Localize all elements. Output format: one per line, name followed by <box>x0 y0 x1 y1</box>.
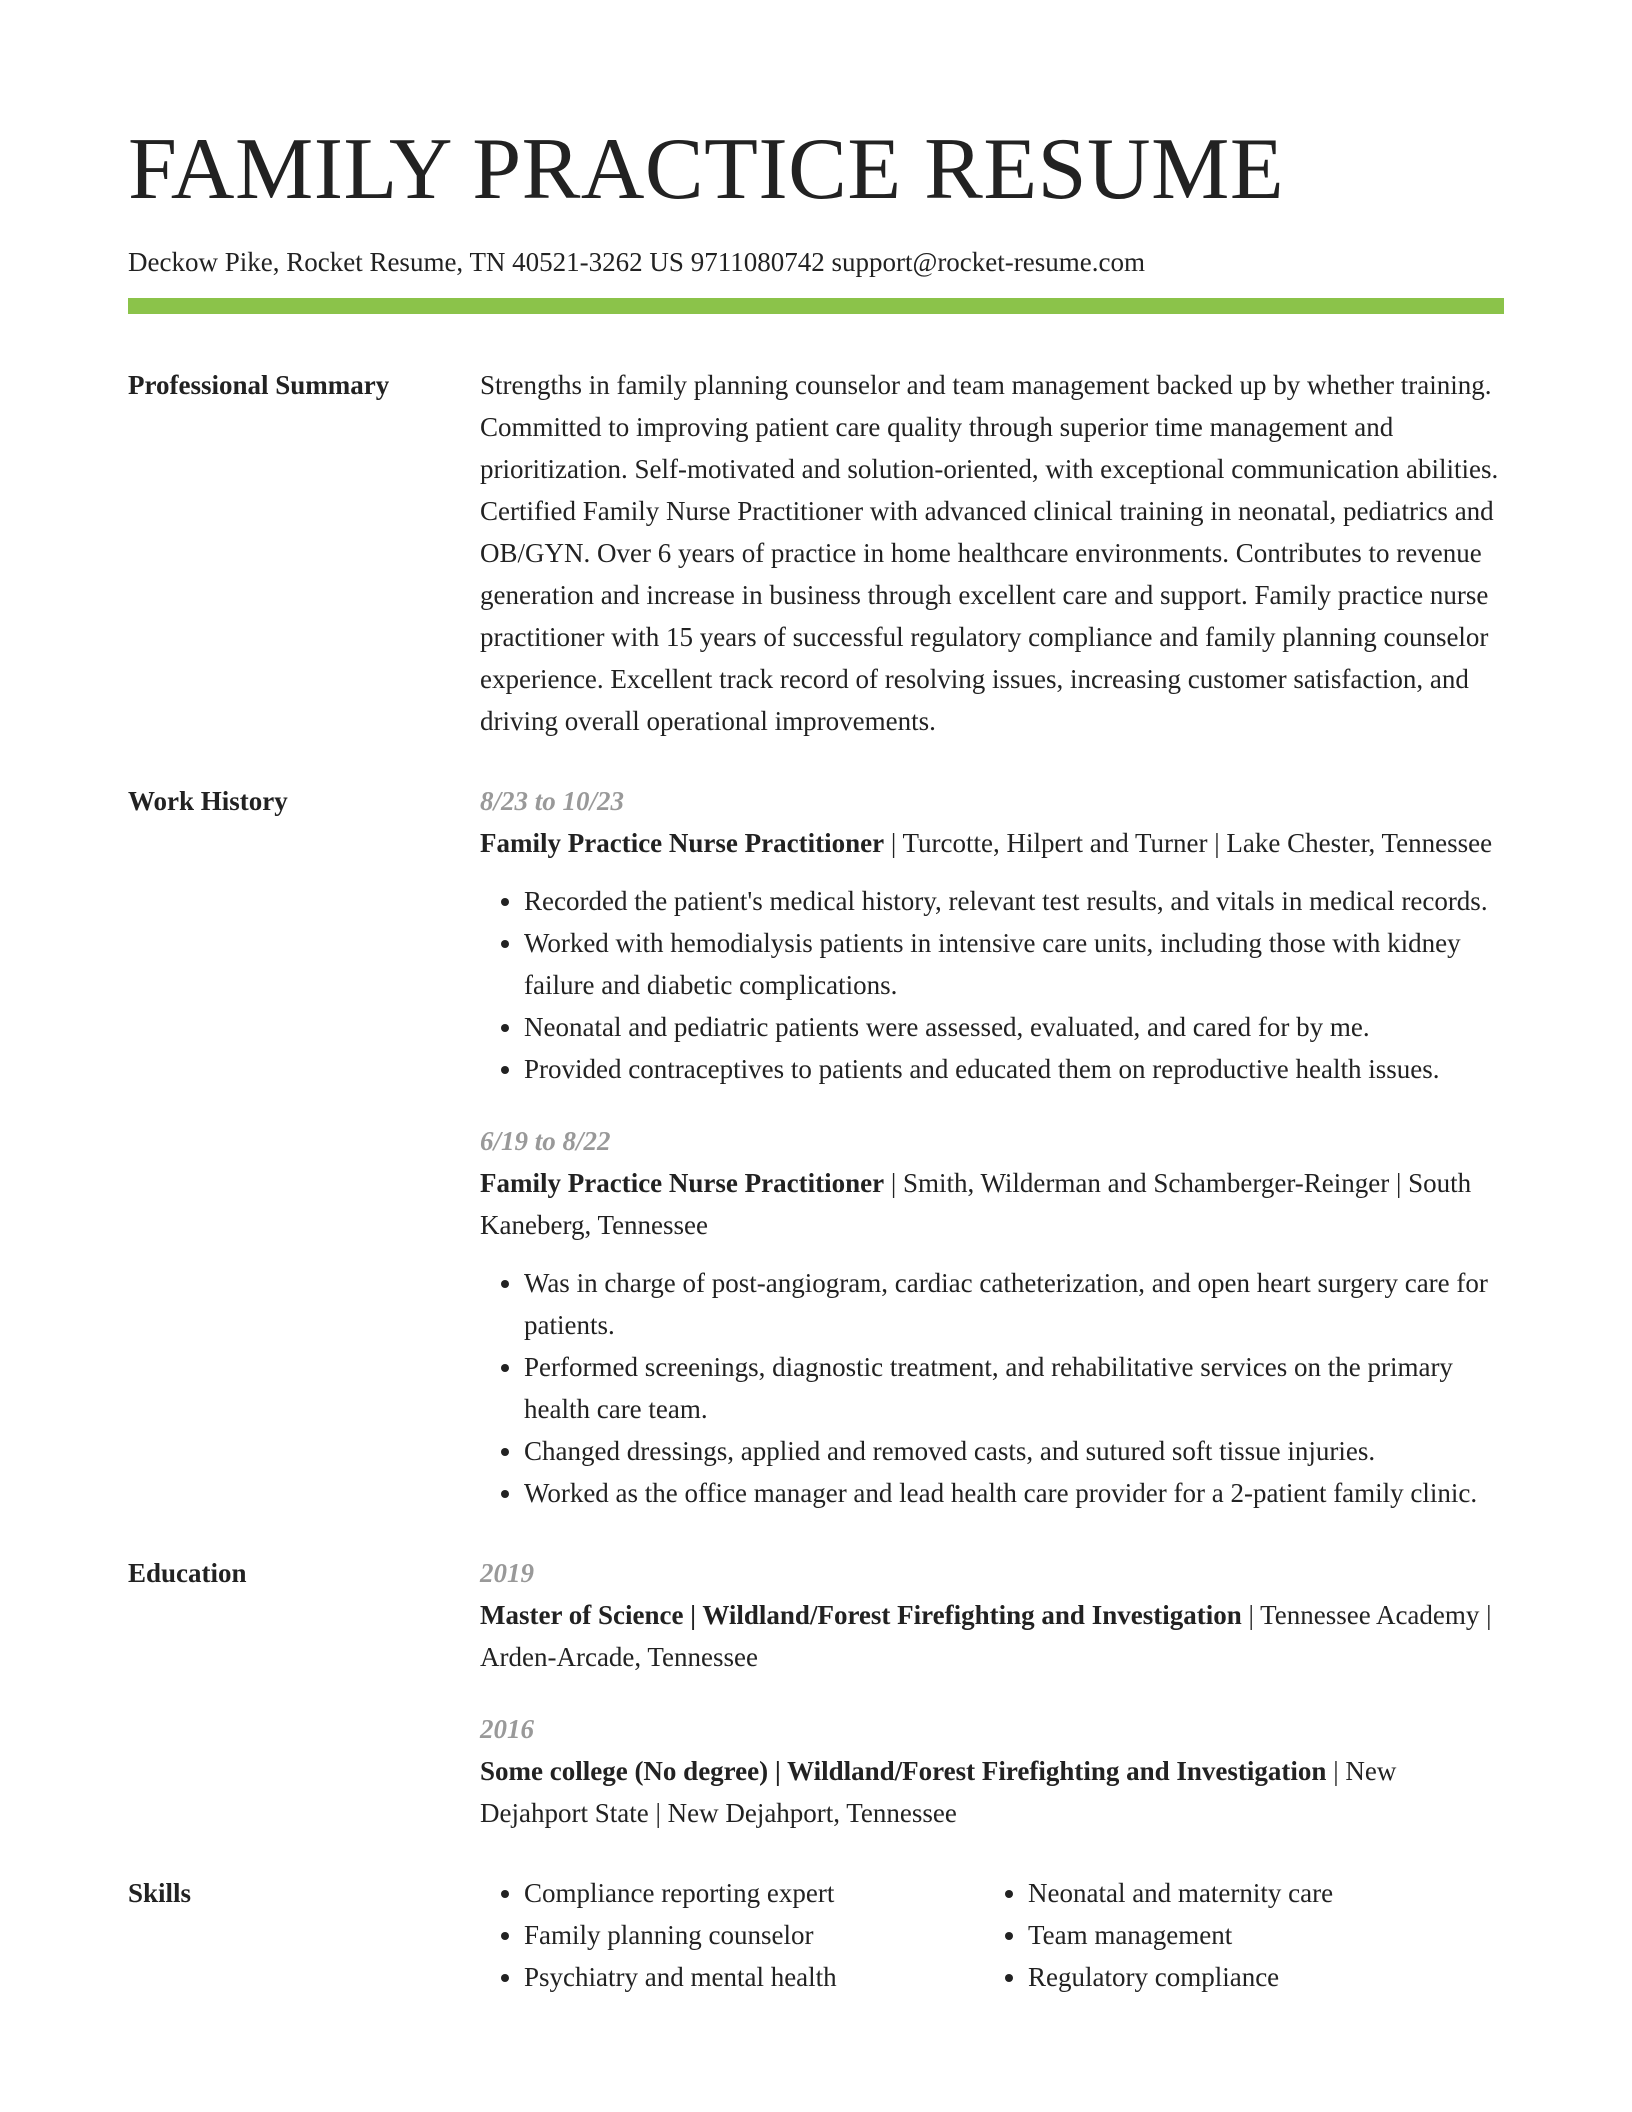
education-entry <box>480 1708 1504 1834</box>
education-section <box>128 1552 1504 1834</box>
job-bullets <box>480 880 1504 1090</box>
job-bullets <box>480 1262 1504 1514</box>
contact-line <box>128 244 1504 280</box>
education-details: | New Dejahport State | New Dejahport, Tennessee <box>480 1756 1397 1828</box>
list-item: • Worked as the office manager and lead health care provider for a 2-patient family clinic. <box>524 1472 1504 1514</box>
list-item: • Psychiatry and mental health <box>524 1956 984 1998</box>
section-label: Skills <box>128 1878 192 1908</box>
list-item: • Was in charge of post-angiogram, cardiac catheterization, and open heart surgery care for patients. <box>524 1262 1504 1346</box>
job-dates: 6/19 to 8/22 <box>480 1126 611 1156</box>
degree: Master of Science | Wildland/Forest Firefighting and Investigation <box>480 1600 1242 1630</box>
summary-text: Strengths in family planning counselor and team management backed up by whether training. Committed to improving patient care quality through superior time management and prioritization. Self-motivated and solution-oriented, with exceptional communication abilities. Certified Family Nurse Practitioner with advanced clinical training in neonatal, pediatrics and OB/GYN. Over 6 years of practice in home healthcare environments. Contributes to revenue generation and increase in business through excellent care and support. Family practice nurse practitioner with 15 years of successful regulatory compliance and family planning counselor experience. Excellent track record of resolving issues, increasing customer satisfaction, and driving overall operational improvements. <box>480 370 1499 736</box>
list-item: • Worked with hemodialysis patients in intensive care units, including those with kidney failure and diabetic complications. <box>524 922 1504 1006</box>
skills-list-left <box>480 1872 984 1998</box>
list-item: • Performed screenings, diagnostic treatment, and rehabilitative services on the primary health care team. <box>524 1346 1504 1430</box>
job-title: Family Practice Nurse Practitioner <box>480 1168 885 1198</box>
list-item: • Compliance reporting expert <box>524 1872 984 1914</box>
list-item: • Regulatory compliance <box>1028 1956 1488 1998</box>
job-details: | Smith, Wilderman and Schamberger-Reinger | South Kaneberg, Tennessee <box>480 1168 1472 1240</box>
list-item: • Neonatal and maternity care <box>1028 1872 1488 1914</box>
job-entry <box>480 1120 1504 1514</box>
page-title: FAMILY PRACTICE RESUME <box>128 121 1285 218</box>
skills-columns <box>480 1872 1504 1998</box>
list-item: • Provided contraceptives to patients and educated them on reproductive health issues. <box>524 1048 1504 1090</box>
accent-divider <box>128 298 1504 314</box>
resume-page <box>128 120 1504 1998</box>
list-item: • Family planning counselor <box>524 1914 984 1956</box>
job-heading <box>480 1162 1504 1246</box>
section-label: Work History <box>128 786 288 816</box>
section-label: Professional Summary <box>128 370 390 400</box>
skills-section <box>128 1872 1504 1998</box>
email: support@rocket-resume.com <box>831 247 1145 277</box>
list-item: • Recorded the patient's medical history, relevant test results, and vitals in medical records. <box>524 880 1504 922</box>
job-title: Family Practice Nurse Practitioner <box>480 828 885 858</box>
section-label: Education <box>128 1558 247 1588</box>
phone: 9711080742 <box>690 247 825 277</box>
job-heading <box>480 822 1504 864</box>
job-details: | Turcotte, Hilpert and Turner | Lake Chester, Tennessee <box>884 828 1493 858</box>
education-year: 2016 <box>480 1714 534 1744</box>
job-entry <box>480 780 1504 1090</box>
list-item: • Team management <box>1028 1914 1488 1956</box>
list-item: • Neonatal and pediatric patients were assessed, evaluated, and cared for by me. <box>524 1006 1504 1048</box>
list-item: • Changed dressings, applied and removed casts, and sutured soft tissue injuries. <box>524 1430 1504 1472</box>
education-details: | Tennessee Academy | Arden-Arcade, Tennessee <box>480 1600 1492 1672</box>
education-heading <box>480 1750 1504 1834</box>
address: Deckow Pike, Rocket Resume, TN 40521-3262 US <box>128 247 684 277</box>
degree: Some college (No degree) | Wildland/Forest Firefighting and Investigation <box>480 1756 1327 1786</box>
work-history-section <box>128 780 1504 1514</box>
education-entry <box>480 1552 1504 1678</box>
education-year: 2019 <box>480 1558 534 1588</box>
skills-list-right <box>984 1872 1488 1998</box>
summary-section <box>128 364 1504 742</box>
education-heading <box>480 1594 1504 1678</box>
job-dates: 8/23 to 10/23 <box>480 786 625 816</box>
